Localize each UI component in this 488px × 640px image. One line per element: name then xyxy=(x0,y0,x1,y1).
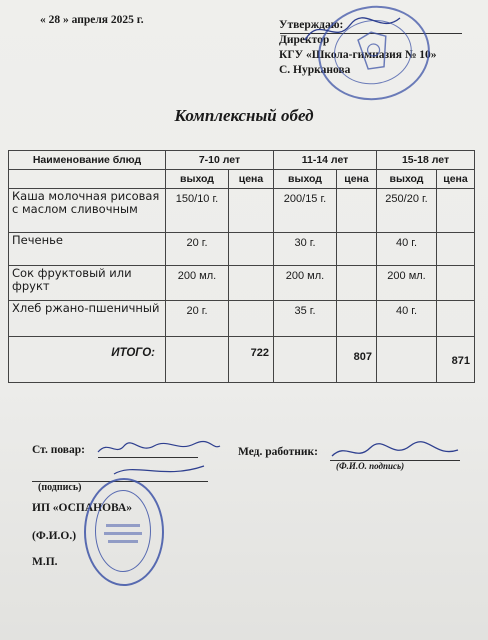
portion-11-14: 200/15 г. xyxy=(274,189,337,233)
empty-cell xyxy=(377,337,437,383)
empty-cell xyxy=(166,337,229,383)
medic-label: Мед. работник: xyxy=(238,446,318,458)
document-title: Комплексный обед xyxy=(174,106,314,125)
dish-name: Печенье xyxy=(9,233,166,266)
entrepreneur-stamp xyxy=(84,478,164,586)
output-header: выход xyxy=(274,170,337,189)
portion-11-14: 30 г. xyxy=(274,233,337,266)
fio-caption: (Ф.И.О.) xyxy=(32,530,77,542)
price-cell xyxy=(229,233,274,266)
document-date: « 28 » апреля 2025 г. xyxy=(40,14,144,26)
price-cell xyxy=(437,266,475,301)
table-row xyxy=(9,189,475,233)
price-cell xyxy=(437,301,475,337)
dish-name-header: Наименование блюд xyxy=(9,151,166,170)
age-group-15-18: 15-18 лет xyxy=(377,151,475,170)
price-header: цена xyxy=(229,170,274,189)
age-group-11-14: 11-14 лет xyxy=(274,151,377,170)
empty-header-cell xyxy=(9,170,166,189)
approval-line-3: КГУ «Школа-гимназия № 10» xyxy=(279,49,437,61)
price-cell xyxy=(229,189,274,233)
medic-fio-caption: (Ф.И.О. подпись) xyxy=(336,461,405,471)
age-group-7-10: 7-10 лет xyxy=(166,151,274,170)
price-header: цена xyxy=(337,170,377,189)
price-cell xyxy=(437,233,475,266)
portion-7-10: 150/10 г. xyxy=(166,189,229,233)
total-label: ИТОГО: xyxy=(9,337,166,383)
price-cell xyxy=(337,266,377,301)
entrepreneur-name: ИП «ОСПАНОВА» xyxy=(32,502,133,514)
price-cell xyxy=(229,301,274,337)
portion-15-18: 250/20 г. xyxy=(377,189,437,233)
price-cell xyxy=(437,189,475,233)
portion-15-18: 40 г. xyxy=(377,233,437,266)
price-header: цена xyxy=(437,170,475,189)
table-row xyxy=(9,301,475,337)
price-cell xyxy=(337,301,377,337)
output-header: выход xyxy=(166,170,229,189)
total-7-10: 722 xyxy=(229,337,274,383)
table-row xyxy=(9,233,475,266)
price-cell xyxy=(337,189,377,233)
approval-line-2: Директор xyxy=(279,34,330,46)
cook-label: Ст. повар: xyxy=(32,444,85,456)
portion-11-14: 200 мл. xyxy=(274,266,337,301)
dish-name: Каша молочная рисовая с маслом сливочным xyxy=(9,189,166,233)
total-11-14: 807 xyxy=(337,337,377,383)
stamp-place-label: М.П. xyxy=(32,556,58,568)
menu-table xyxy=(8,150,475,383)
director-signature xyxy=(300,10,410,50)
price-cell xyxy=(229,266,274,301)
portion-15-18: 40 г. xyxy=(377,301,437,337)
table-row xyxy=(9,266,475,301)
total-15-18: 871 xyxy=(437,337,475,383)
cook-signature xyxy=(94,436,224,482)
portion-15-18: 200 мл. xyxy=(377,266,437,301)
dish-name: Хлеб ржано-пшеничный xyxy=(9,301,166,337)
output-header: выход xyxy=(377,170,437,189)
empty-cell xyxy=(274,337,337,383)
portion-11-14: 35 г. xyxy=(274,301,337,337)
portion-7-10: 20 г. xyxy=(166,233,229,266)
total-row xyxy=(9,337,475,383)
portion-7-10: 20 г. xyxy=(166,301,229,337)
portion-7-10: 200 мл. xyxy=(166,266,229,301)
price-cell xyxy=(337,233,377,266)
approval-line-1: Утверждаю: xyxy=(279,19,344,31)
dish-name: Сок фруктовый или фрукт xyxy=(9,266,166,301)
approval-line-4: С. Нурканова xyxy=(279,64,351,76)
signature-caption: (подпись) xyxy=(38,482,82,493)
